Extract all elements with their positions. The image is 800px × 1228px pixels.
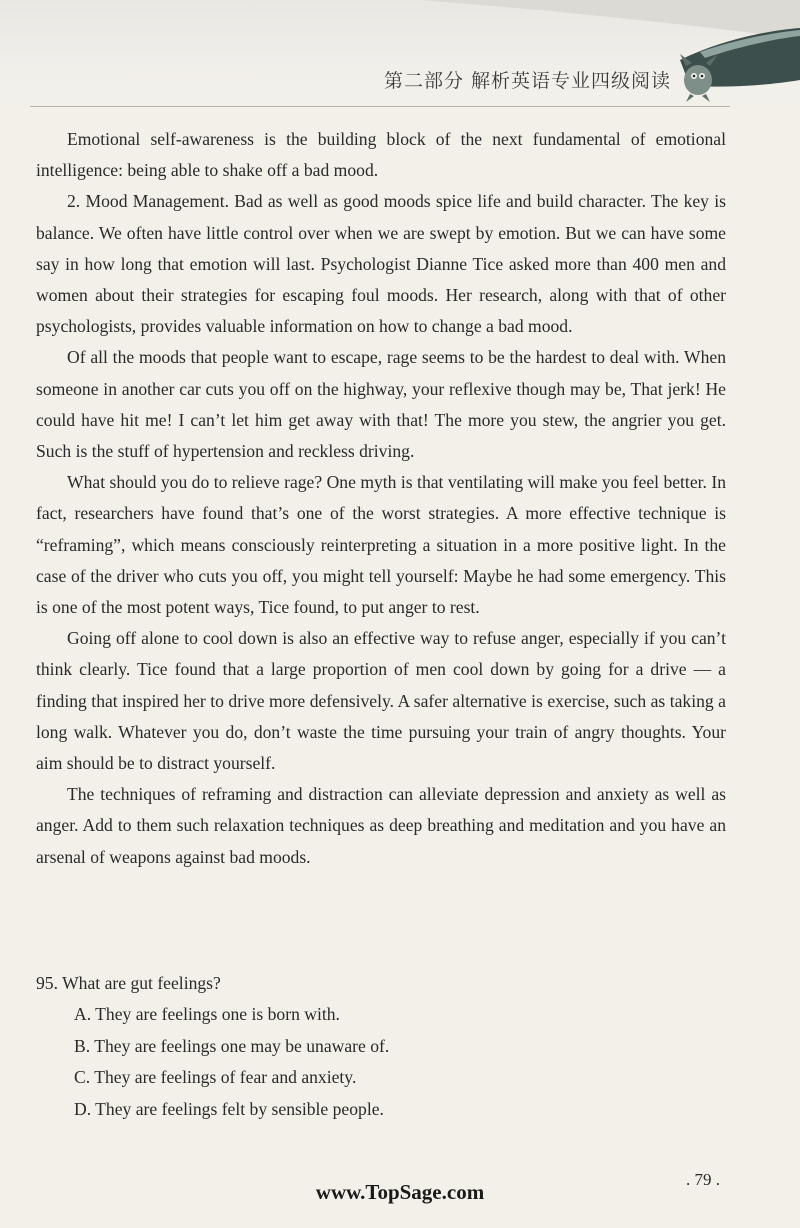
page-number: . 79 . — [686, 1170, 720, 1189]
question-95 — [36, 968, 726, 1125]
answer-option-b: B. They are feelings one may be unaware of. — [74, 1035, 390, 1056]
paragraph: Emotional self-awareness is the building block of the next fundamental of emotional intelligence: being able to shake off a bad mood. — [36, 129, 726, 181]
answer-option-d: D. They are feelings felt by sensible people. — [74, 1098, 384, 1119]
answer-option-a: A. They are feelings one is born with. — [74, 1004, 340, 1024]
mascot-icon — [668, 50, 728, 102]
paragraph: 2. Mood Management. Bad as well as good moods spice life and build character. The key is balance. We often have little control over when we are swept by emotion. But we can have some say in how long that emotion will last. Psychologist Dianne Tice asked more than 400 men and women about their strategies for escaping foul moods. Her research, along with that of other psychologists, provides valuable information on how to change a bad mood. — [36, 191, 726, 337]
paragraph: The techniques of reframing and distraction can alleviate depression and anxiety as well as anger. Add to them such relaxation techniques as deep breathing and meditation and you have an arsenal of weapons against bad moods. — [36, 784, 726, 867]
paragraph: What should you do to relieve rage? One myth is that ventilating will make you feel better. In fact, researchers have found that’s one of the worst strategies. A more effective technique is “reframing”, which means consciously reinterpreting a situation in a more positive light. In the case of the driver who cuts you off, you might tell yourself: Maybe he had some emergency. This is one of the most potent ways, Tice found, to put anger to rest. — [36, 472, 726, 618]
header-divider — [30, 106, 730, 107]
footer-url: www.TopSage.com — [315, 1180, 485, 1204]
paragraph: Going off alone to cool down is also an effective way to refuse anger, especially if you can’t think clearly. Tice found that a large proportion of men cool down by going for a drive — a finding that inspired her to drive more defensively. A safer alternative is exercise, such as taking a long walk. Whatever you do, don’t waste the time pursuing your train of angry thoughts. Your aim should be to distract yourself. — [36, 628, 726, 774]
paragraph: Of all the moods that people want to escape, rage seems to be the hardest to deal with. When someone in another car cuts you off on the highway, your reflexive though may be, That jerk! He could have hit me! I can’t let him get away with that! The more you stew, the angrier you get. Such is the stuff of hypertension and reckless driving. — [36, 347, 726, 462]
question-stem: 95. What are gut feelings? — [36, 973, 221, 993]
header-title: 第二部分 解析英语专业四级阅读 — [384, 70, 672, 92]
answer-option-c: C. They are feelings of fear and anxiety. — [74, 1067, 357, 1087]
article-body — [36, 124, 726, 873]
